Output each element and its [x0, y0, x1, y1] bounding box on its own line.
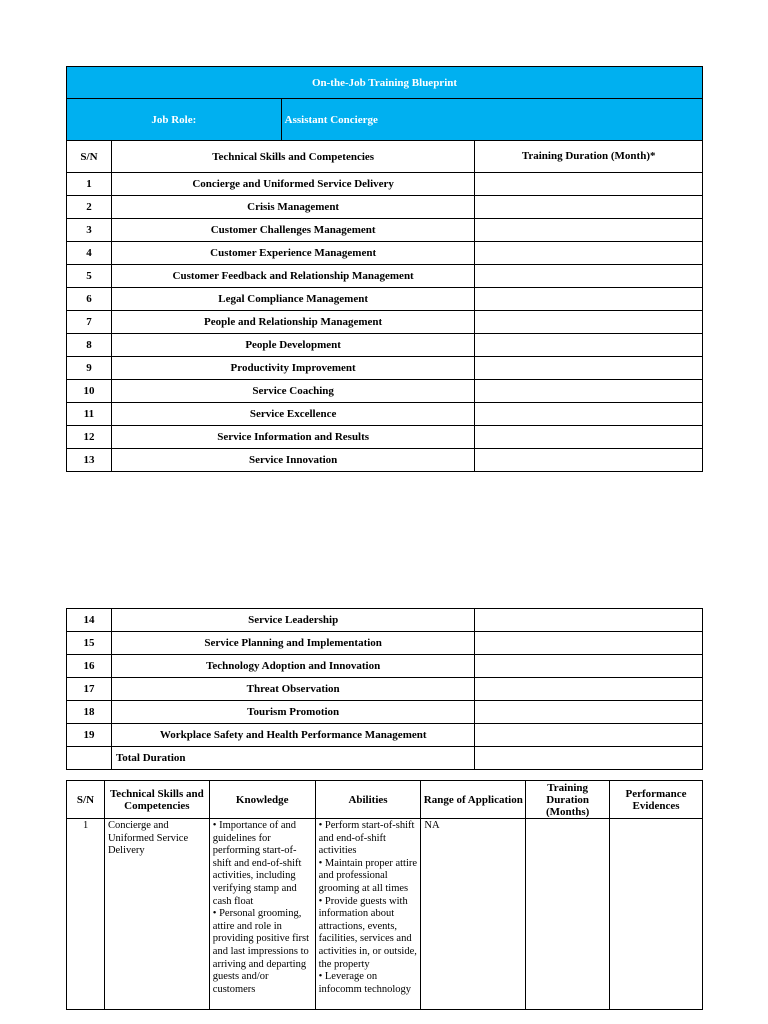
skill-duration-cell[interactable]	[475, 449, 703, 472]
skill-duration-cell[interactable]	[475, 219, 703, 242]
skill-name: Customer Challenges Management	[111, 219, 474, 242]
skill-name: Service Excellence	[111, 403, 474, 426]
detail-duration[interactable]	[526, 819, 610, 1010]
skill-name: Workplace Safety and Health Performance Management	[111, 724, 474, 747]
skill-name: Threat Observation	[111, 678, 474, 701]
detail-evidence[interactable]	[610, 819, 703, 1010]
skill-row	[67, 242, 703, 265]
skill-duration-cell[interactable]	[475, 196, 703, 219]
skill-name: Service Planning and Implementation	[111, 632, 474, 655]
skill-duration-cell[interactable]	[475, 311, 703, 334]
knowledge-item: • Personal grooming, attire and role in providing positive first and last impressions to arriving and departing guests and/or customers	[212, 908, 310, 995]
ability-item: • Maintain proper attire and professional grooming at all times	[318, 857, 418, 894]
skill-row	[67, 380, 703, 403]
training-blueprint-continued-table	[66, 608, 703, 770]
skill-sn: 4	[67, 242, 112, 265]
skill-sn: 16	[67, 655, 112, 678]
header-sn: S/N	[67, 141, 112, 173]
skill-name: Legal Compliance Management	[111, 288, 474, 311]
skill-duration-cell[interactable]	[475, 334, 703, 357]
skill-row	[67, 196, 703, 219]
skill-row	[67, 701, 703, 724]
detail-abilities-list	[315, 819, 421, 1010]
skill-name: Productivity Improvement	[111, 357, 474, 380]
skill-row	[67, 449, 703, 472]
skill-sn: 12	[67, 426, 112, 449]
skill-sn: 11	[67, 403, 112, 426]
skill-name: Customer Experience Management	[111, 242, 474, 265]
skill-sn: 15	[67, 632, 112, 655]
detail-header-knowledge: Knowledge	[209, 781, 315, 819]
total-empty-cell	[67, 747, 112, 770]
detail-header-sn: S/N	[67, 781, 105, 819]
detail-sn: 1	[67, 819, 105, 1010]
skill-sn: 10	[67, 380, 112, 403]
detail-knowledge-list	[209, 819, 315, 1010]
header-duration: Training Duration (Month)*	[475, 141, 703, 173]
skill-sn: 6	[67, 288, 112, 311]
skill-row	[67, 609, 703, 632]
skill-row	[67, 311, 703, 334]
detail-header-abilities: Abilities	[315, 781, 421, 819]
skill-duration-cell[interactable]	[475, 724, 703, 747]
job-role-label: Job Role:	[67, 99, 282, 141]
skill-duration-cell[interactable]	[475, 242, 703, 265]
skill-name: Service Information and Results	[111, 426, 474, 449]
skill-duration-cell[interactable]	[475, 655, 703, 678]
skill-name: Service Innovation	[111, 449, 474, 472]
blueprint-title: On-the-Job Training Blueprint	[67, 67, 703, 99]
ability-item: • Leverage on infocomm technology	[318, 971, 412, 995]
skill-name: Service Coaching	[111, 380, 474, 403]
ability-item: • Perform start-of-shift and end-of-shift activities	[318, 820, 415, 857]
skill-duration-cell[interactable]	[475, 173, 703, 196]
skill-duration-cell[interactable]	[475, 265, 703, 288]
skill-name: People and Relationship Management	[111, 311, 474, 334]
header-skills: Technical Skills and Competencies	[111, 141, 474, 173]
skill-name: Technology Adoption and Innovation	[111, 655, 474, 678]
detail-skill: Concierge and Uniformed Service Delivery	[104, 819, 209, 1010]
skill-sn: 18	[67, 701, 112, 724]
knowledge-item: • Importance of and guidelines for performing start-of-shift and end-of-shift activities, including verifying stamp and cash float	[212, 820, 302, 907]
skill-duration-cell[interactable]	[475, 403, 703, 426]
skill-row	[67, 288, 703, 311]
skill-sn: 5	[67, 265, 112, 288]
skill-duration-cell[interactable]	[475, 288, 703, 311]
skill-name: Concierge and Uniformed Service Delivery	[111, 173, 474, 196]
skill-row	[67, 219, 703, 242]
skill-row	[67, 334, 703, 357]
skill-sn: 1	[67, 173, 112, 196]
skill-sn: 2	[67, 196, 112, 219]
skill-row	[67, 655, 703, 678]
skill-sn: 17	[67, 678, 112, 701]
skill-row	[67, 265, 703, 288]
detail-header-range: Range of Application	[421, 781, 526, 819]
skill-row	[67, 426, 703, 449]
skill-name: Customer Feedback and Relationship Management	[111, 265, 474, 288]
skill-name: Service Leadership	[111, 609, 474, 632]
ability-item: • Provide guests with information about attractions, events, facilities, services and activities in, or outside, the property	[318, 895, 417, 970]
skill-sn: 8	[67, 334, 112, 357]
skill-sn: 14	[67, 609, 112, 632]
skill-sn: 19	[67, 724, 112, 747]
skill-sn: 13	[67, 449, 112, 472]
skill-sn: 9	[67, 357, 112, 380]
skill-sn: 7	[67, 311, 112, 334]
detail-range: NA	[421, 819, 526, 1010]
skill-duration-cell[interactable]	[475, 632, 703, 655]
skill-row	[67, 173, 703, 196]
job-role-value: Assistant Concierge	[281, 99, 702, 141]
skill-duration-cell[interactable]	[475, 701, 703, 724]
training-blueprint-table	[66, 66, 703, 472]
total-duration-label: Total Duration	[111, 747, 474, 770]
total-duration-value[interactable]	[475, 747, 703, 770]
skill-name: Crisis Management	[111, 196, 474, 219]
skill-row	[67, 357, 703, 380]
skill-duration-cell[interactable]	[475, 609, 703, 632]
skill-duration-cell[interactable]	[475, 426, 703, 449]
skill-row	[67, 403, 703, 426]
skill-row	[67, 632, 703, 655]
detail-header-evidence: Performance Evidences	[610, 781, 703, 819]
skill-sn: 3	[67, 219, 112, 242]
detail-header-duration: Training Duration (Months)	[526, 781, 610, 819]
skill-row	[67, 678, 703, 701]
skill-duration-cell[interactable]	[475, 380, 703, 403]
skills-detail-table	[66, 780, 703, 1010]
skill-name: People Development	[111, 334, 474, 357]
detail-header-skills: Technical Skills and Competencies	[104, 781, 209, 819]
skill-name: Tourism Promotion	[111, 701, 474, 724]
skill-duration-cell[interactable]	[475, 357, 703, 380]
skill-duration-cell[interactable]	[475, 678, 703, 701]
skill-row	[67, 724, 703, 747]
